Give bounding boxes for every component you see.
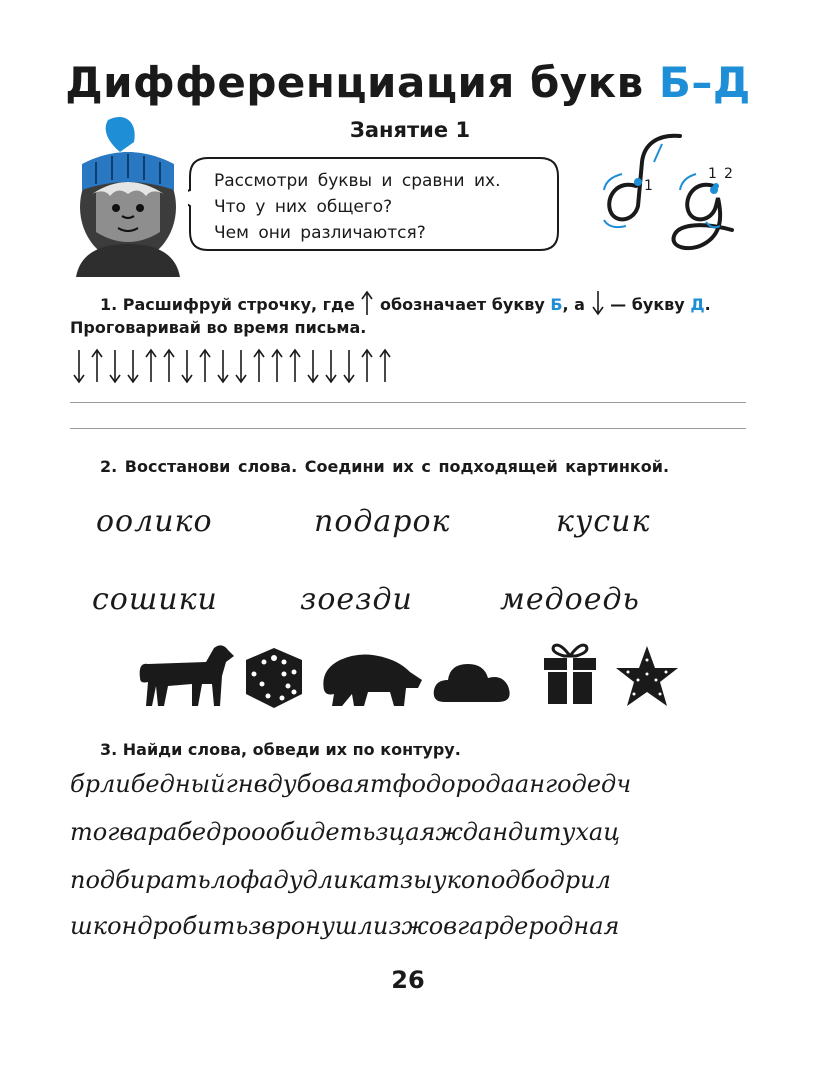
arrow-up-icon [286,348,304,384]
arrow-up-icon [376,348,394,384]
arrow-up-icon [142,348,160,384]
lesson-label: Занятие 1 [349,118,471,142]
bear-icon[interactable] [318,650,424,708]
knight-illustration [68,112,188,277]
arrow-down-icon [124,348,142,384]
gift-icon[interactable] [540,640,600,706]
diagram-label-b: 1 [644,178,653,194]
arrow-up-icon [88,348,106,384]
cloud-icon[interactable] [432,658,512,704]
letter-line-3[interactable]: подбиратьлофадудликатзыукоподбодрил [70,866,611,894]
task1-letter-b: Б [550,295,563,314]
letter-line-2[interactable]: тогварабедроообидетьзцаяждандитухац [70,818,620,846]
task1-text-1: 1. Расшифруй строчку, где [100,295,355,314]
letters-diagram [596,126,746,266]
arrow-sequence [70,348,394,384]
task1-dot: . [704,295,711,314]
diagram-label-d2: 2 [724,166,733,182]
writing-line-2[interactable] [70,428,746,429]
arrow-down-icon [70,348,88,384]
arrow-up-icon [360,290,374,316]
task1-instruction-line2: Проговаривай во время письма. [70,318,367,337]
dog-icon[interactable] [136,640,236,710]
page-title [0,58,816,107]
arrow-up-icon [250,348,268,384]
page-title-main: Дифференциация букв [65,58,659,107]
arrow-down-icon [178,348,196,384]
bubble-line-1: Рассмотри буквы и сравни их. [214,171,501,191]
writing-line-1[interactable] [70,402,746,403]
task1-instruction [100,290,711,316]
arrow-down-icon [591,290,605,316]
bubble-line-2: Что у них общего? [214,197,393,217]
star-icon[interactable] [614,644,680,708]
task3-instruction: 3. Найди слова, обведи их по контуру. [100,740,461,759]
diagram-label-d1: 1 [708,166,717,182]
arrow-down-icon [232,348,250,384]
arrow-down-icon [304,348,322,384]
letter-line-4[interactable]: шкондробитьзвронушлизжовгардеродная [70,912,620,940]
letter-line-1[interactable]: брлибедныйгнвдубоваятфодородаангодедч [70,770,632,798]
word-row-2-item-1[interactable]: сошики [92,582,218,617]
word-row-1-item-3[interactable]: кусик [556,504,651,539]
task1-text-4: — букву [610,295,685,314]
arrow-up-icon [196,348,214,384]
page-title-accent: Б–Д [658,58,751,107]
arrow-down-icon [340,348,358,384]
word-row-1-item-1[interactable]: оолико [96,504,213,539]
arrow-down-icon [106,348,124,384]
page-number: 26 [391,966,425,994]
task1-text-3: , а [562,295,585,314]
word-row-2-item-2[interactable]: зоезди [300,582,413,617]
arrow-up-icon [268,348,286,384]
arrow-down-icon [214,348,232,384]
task1-letter-d: Д [690,295,705,314]
dice-icon[interactable] [244,646,304,710]
arrow-down-icon [322,348,340,384]
task1-text-2: обозначает букву [379,295,545,314]
bubble-text [214,168,501,246]
arrow-up-icon [358,348,376,384]
word-row-2-item-3[interactable]: медоедь [500,582,640,617]
arrow-up-icon [160,348,178,384]
word-row-1-item-2[interactable]: подарок [314,504,451,539]
task2-instruction: 2. Восстанови слова. Соедини их с подходящей картинкой. [100,457,670,476]
bubble-line-3: Чем они различаются? [214,223,426,243]
